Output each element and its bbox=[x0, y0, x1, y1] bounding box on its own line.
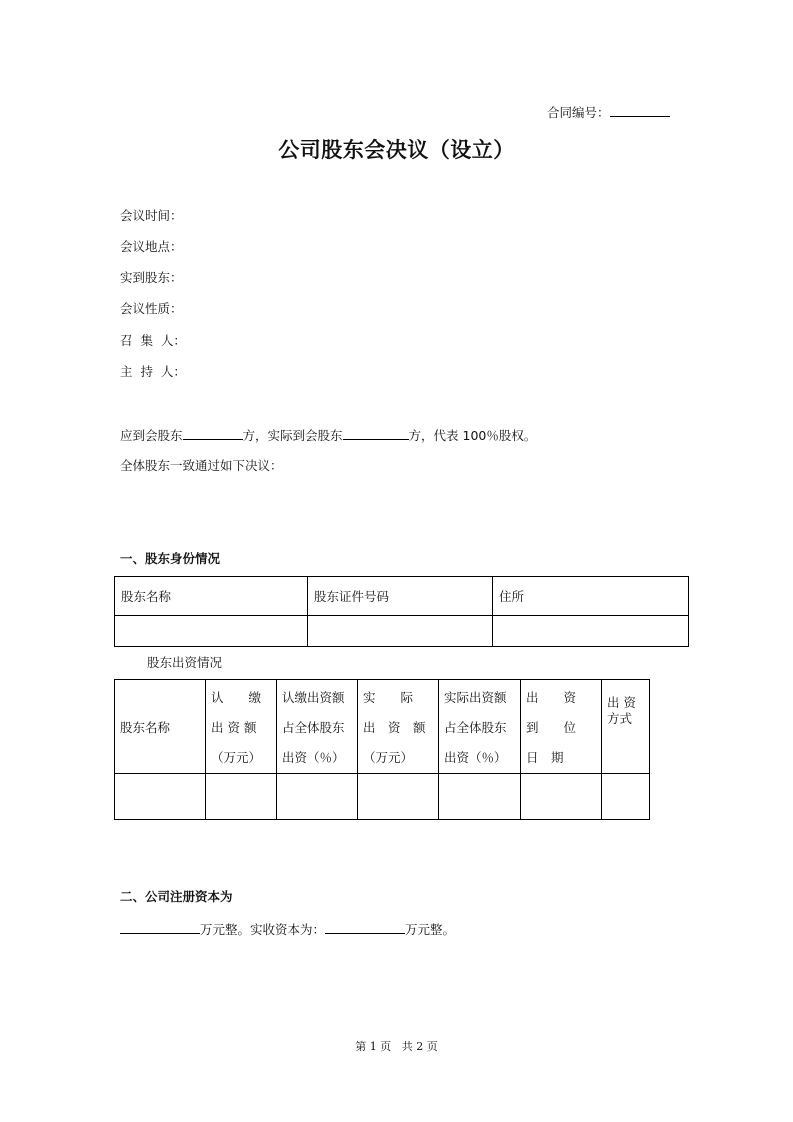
table-cell[interactable] bbox=[521, 774, 602, 820]
table-row bbox=[115, 774, 650, 820]
registered-capital-text: 万元整。实收资本为： bbox=[200, 922, 326, 937]
meeting-place-label: 会议地点： bbox=[120, 239, 183, 254]
host-label: 主 持 人： bbox=[120, 364, 186, 379]
document-title: 公司股东会决议（设立） bbox=[278, 137, 515, 162]
header-actual-amount: 实 际 出 资 额 （万元） bbox=[358, 680, 439, 774]
attendance-line bbox=[120, 426, 536, 444]
table-header-row bbox=[115, 680, 650, 774]
header-id-number: 股东证件号码 bbox=[308, 577, 493, 616]
attendance-text-2: 方，实际到会股东 bbox=[242, 428, 343, 443]
table-cell[interactable] bbox=[115, 774, 206, 820]
table-row bbox=[115, 616, 689, 647]
table-cell[interactable] bbox=[602, 774, 650, 820]
header-subscribed-ratio: 认缴出资额 占全体股东 出资（％） bbox=[277, 680, 358, 774]
meeting-time-label: 会议时间： bbox=[120, 208, 183, 223]
meeting-nature-label: 会议性质： bbox=[120, 301, 183, 316]
attendance-text-1: 应到会股东 bbox=[120, 428, 183, 443]
table-cell[interactable] bbox=[206, 774, 277, 820]
header-payment-date: 出 资 到 位 日 期 bbox=[521, 680, 602, 774]
contract-number-blank bbox=[610, 103, 670, 117]
page-number: 第 1 页 共 2 页 bbox=[355, 1040, 438, 1053]
header-shareholder-name: 股东名称 bbox=[115, 577, 308, 616]
attendance-text-3: 方，代表 100％股权。 bbox=[408, 428, 537, 443]
registered-capital-blank bbox=[120, 920, 200, 934]
resolution-intro: 全体股东一致通过如下决议： bbox=[120, 458, 283, 473]
header-actual-ratio: 实际出资额 占全体股东 出资（％） bbox=[439, 680, 521, 774]
header-shareholder-name: 股东名称 bbox=[115, 680, 206, 774]
table-cell[interactable] bbox=[493, 616, 689, 647]
attendance-blank-1 bbox=[183, 426, 243, 440]
paid-capital-text: 万元整。 bbox=[405, 922, 456, 937]
header-address: 住所 bbox=[493, 577, 689, 616]
header-payment-method: 出 资 方式 bbox=[602, 680, 650, 774]
capital-contribution-table bbox=[114, 679, 650, 820]
contribution-heading: 股东出资情况 bbox=[147, 655, 223, 670]
section1-heading: 一、股东身份情况 bbox=[120, 551, 221, 566]
contract-number-label: 合同编号： bbox=[547, 105, 610, 120]
table-cell[interactable] bbox=[115, 616, 308, 647]
table-cell[interactable] bbox=[439, 774, 521, 820]
table-header-row bbox=[115, 577, 689, 616]
convener-label: 召 集 人： bbox=[120, 333, 186, 348]
registered-capital-line bbox=[120, 920, 455, 938]
section2-heading: 二、公司注册资本为 bbox=[120, 889, 233, 904]
attending-shareholders-label: 实到股东： bbox=[120, 270, 183, 285]
contract-number bbox=[547, 103, 670, 121]
table-cell[interactable] bbox=[358, 774, 439, 820]
header-subscribed-amount: 认 缴 出 资 额 （万元） bbox=[206, 680, 277, 774]
table-cell[interactable] bbox=[277, 774, 358, 820]
shareholder-identity-table bbox=[114, 576, 689, 647]
paid-capital-blank bbox=[325, 920, 405, 934]
table-cell[interactable] bbox=[308, 616, 493, 647]
attendance-blank-2 bbox=[343, 426, 409, 440]
